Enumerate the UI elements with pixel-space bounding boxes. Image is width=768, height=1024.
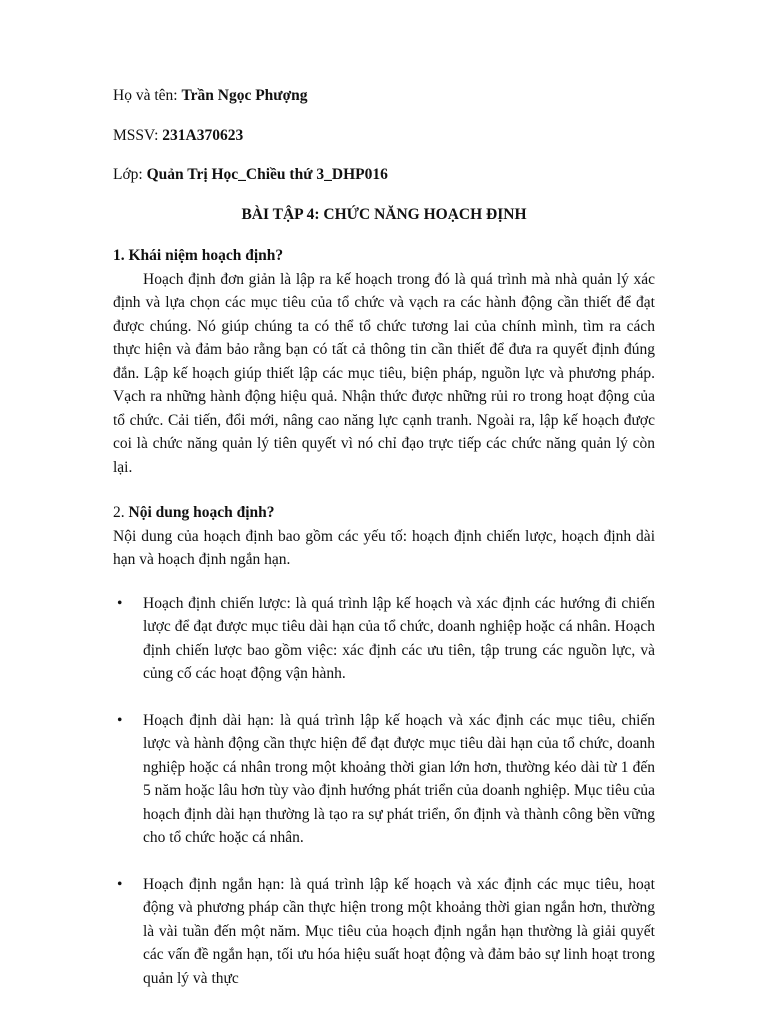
section-1-heading [113,244,655,268]
student-id-line [113,124,655,148]
list-item-text: Hoạch định ngắn hạn: là quá trình lập kế hoạch và xác định các mục tiêu, hoạt động và phương pháp cần thực hiện trong một khoảng thời gian ngắn hơn, thường là vài tuần đến một năm. Mục tiêu của hoạch định ngắn hạn thường là giải quyết các vấn đề ngắn hạn, tối ưu hóa hiệu suất hoạt động và đảm bảo sự linh hoạt trong quản lý và thực [143,875,655,987]
student-id-label: MSSV: [113,126,163,144]
list-item [113,709,655,850]
section-2-heading-text: Nội dung hoạch định? [128,504,275,521]
document-title: BÀI TẬP 4: CHỨC NĂNG HOẠCH ĐỊNH [241,205,527,223]
class-label: Lớp: [113,166,147,183]
section-2-bullet-list [113,592,655,991]
section-2-intro: Nội dung của hoạch định bao gồm các yếu tố: hoạch định chiến lược, hoạch định dài hạn và hoạch định ngắn hạn. [113,527,655,568]
section-2-heading-number: 2. [113,504,129,521]
student-name-line [113,84,655,108]
bullet-icon: • [117,594,123,612]
student-name-label: Họ và tên: [113,87,182,104]
section-1-heading-text: 1. Khái niệm hoạch định? [113,247,284,264]
student-name-value: Trần Ngọc Phượng [181,87,308,104]
spacer [113,479,655,501]
section-1-body: Hoạch định đơn giản là lập ra kế hoạch trong đó là quá trình mà nhà quản lý xác định và lựa chọn các mục tiêu của tổ chức và vạch ra các hành động cần thiết để đạt được chúng. Nó giúp chúng ta có thể tổ chức tương lai của chính mình, tìm ra cách thực hiện và đảm bảo rằng bạn có tất cả thông tin cần thiết để đưa ra quyết định đúng đắn. Lập kế hoạch giúp thiết lập các mục tiêu, biện pháp, nguồn lực và phương pháp. Vạch ra những hành động hiệu quả. Nhận thức được những rủi ro trong hoạt động của tổ chức. Cải tiến, đổi mới, nâng cao năng lực cạnh tranh. Ngoài ra, lập kế hoạch được coi là chức năng quản lý tiên quyết vì nó chỉ đạo trực tiếp các chức năng quản lý còn lại. [113,270,655,476]
spacer [113,572,655,592]
list-item-text: Hoạch định chiến lược: là quá trình lập kế hoạch và xác định các hướng đi chiến lược để đạt được mục tiêu dài hạn của tổ chức, doanh nghiệp hoặc cá nhân. Hoạch định chiến lược bao gồm việc: xác định các ưu tiên, tập trung các nguồn lực, và củng cố các hoạt động vận hành. [143,594,655,682]
list-item-text: Hoạch định dài hạn: là quá trình lập kế hoạch và xác định các mục tiêu, chiến lược và hành động cần thực hiện để đạt được mục tiêu dài hạn của tổ chức, doanh nghiệp hoặc cá nhân trong một khoảng thời gian lớn hơn, thường kéo dài từ 1 đến 5 năm hoặc lâu hơn tùy vào định hướng phát triển của doanh nghiệp. Mục tiêu của hoạch định dài hạn thường là tạo ra sự phát triển, ổn định và thành công bền vững cho tổ chức hoặc cá nhân. [143,711,655,846]
class-line [113,163,655,187]
bullet-icon: • [117,711,123,729]
class-value: Quản Trị Học_Chiều thứ 3_DHP016 [146,166,388,183]
list-item [113,873,655,991]
bullet-icon: • [117,875,123,893]
student-id-value: 231A370623 [162,126,244,144]
list-item [113,592,655,686]
section-2-heading [113,501,655,525]
